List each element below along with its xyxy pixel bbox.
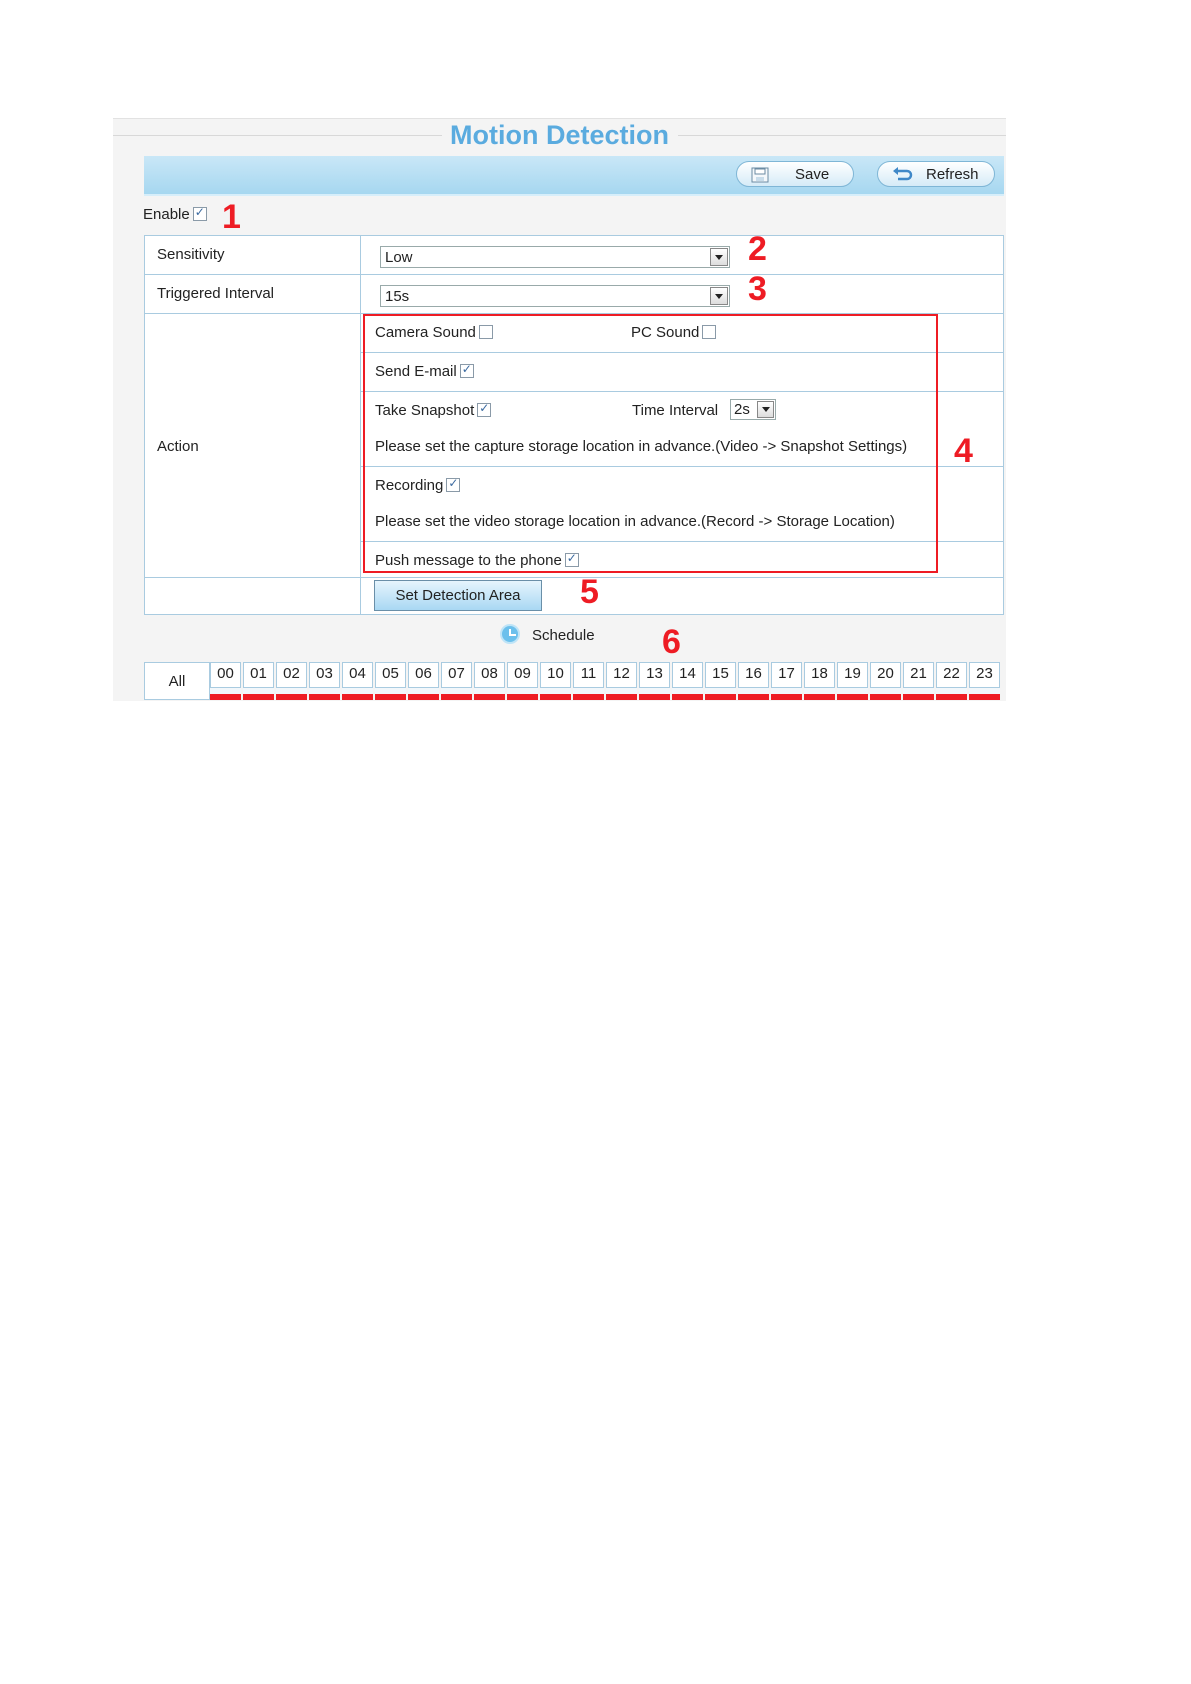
schedule-hours [144,662,1004,700]
schedule-hour-14[interactable]: 14 [672,662,703,688]
schedule-hour-bar[interactable] [441,688,472,700]
schedule-hour-16[interactable]: 16 [738,662,769,688]
schedule-hour-bar[interactable] [309,688,340,700]
sensitivity-value: Low [385,249,413,266]
schedule-hour-04[interactable]: 04 [342,662,373,688]
action-highlight-box [363,314,938,573]
chevron-down-icon[interactable] [710,248,728,266]
sensitivity-label: Sensitivity [157,246,225,263]
toolbar [144,156,1004,196]
annotation-6: 6 [662,623,681,661]
schedule-hour-18[interactable]: 18 [804,662,835,688]
schedule-hour-bar[interactable] [870,688,901,700]
schedule-hour-bar[interactable] [573,688,604,700]
set-detection-area-button[interactable]: Set Detection Area [374,580,542,611]
schedule-hour-bar[interactable] [969,688,1000,700]
send-email-label: Send E-mail [375,363,457,380]
schedule-hour-05[interactable]: 05 [375,662,406,688]
recording-note: Please set the video storage location in advance.(Record -> Storage Location) [375,513,895,530]
snapshot-note: Please set the capture storage location in advance.(Video -> Snapshot Settings) [375,438,908,455]
schedule-hour-06[interactable]: 06 [408,662,439,688]
annotation-4: 4 [954,432,973,470]
page-title: Motion Detection [113,120,1006,151]
clock-icon [500,624,520,644]
schedule-hour-07[interactable]: 07 [441,662,472,688]
column-divider [360,578,361,614]
schedule-hour-11[interactable]: 11 [573,662,604,688]
schedule-hour-bar[interactable] [507,688,538,700]
schedule-heading [500,624,595,644]
schedule-hour-15[interactable]: 15 [705,662,736,688]
schedule-hour-23[interactable]: 23 [969,662,1000,688]
schedule-hour-03[interactable]: 03 [309,662,340,688]
save-icon [751,167,769,187]
schedule-hour-bar[interactable] [705,688,736,700]
schedule-hour-13[interactable]: 13 [639,662,670,688]
schedule-hour-02[interactable]: 02 [276,662,307,688]
schedule-hour-bar[interactable] [837,688,868,700]
triggered-interval-value: 15s [385,288,410,305]
schedule-hour-bar[interactable] [408,688,439,700]
schedule-hour-08[interactable]: 08 [474,662,505,688]
schedule-hour-bar[interactable] [276,688,307,700]
enable-checkbox[interactable] [193,207,207,221]
column-divider [360,236,361,274]
schedule-hour-bar[interactable] [243,688,274,700]
annotation-1: 1 [222,198,241,236]
refresh-icon [892,167,914,187]
column-divider [360,275,361,313]
schedule-hour-09[interactable]: 09 [507,662,538,688]
triggered-interval-row [144,274,1004,314]
schedule-hour-20[interactable]: 20 [870,662,901,688]
save-label: Save [795,166,830,183]
time-interval-value: 2s [734,401,750,418]
schedule-hour-bar[interactable] [672,688,703,700]
schedule-hour-bar[interactable] [936,688,967,700]
action-label: Action [157,438,199,455]
triggered-interval-label: Triggered Interval [157,285,274,302]
enable-label: Enable [143,206,190,223]
schedule-label: Schedule [532,627,595,644]
schedule-hour-bar[interactable] [342,688,373,700]
schedule-hour-bar[interactable] [474,688,505,700]
take-snapshot-label: Take Snapshot [375,402,475,419]
triggered-interval-select[interactable] [380,285,730,307]
save-button[interactable] [736,161,854,187]
schedule-hour-bar[interactable] [771,688,802,700]
push-message-label: Push message to the phone [375,552,562,569]
time-interval-label: Time Interval [632,402,719,419]
refresh-label: Refresh [926,166,979,183]
schedule-hour-bar[interactable] [375,688,406,700]
column-divider [360,314,361,577]
schedule-hour-17[interactable]: 17 [771,662,802,688]
recording-label: Recording [375,477,444,494]
schedule-hour-bar[interactable] [606,688,637,700]
schedule-hour-bar[interactable] [738,688,769,700]
pc-sound-label: PC Sound [631,324,700,341]
schedule-hour-01[interactable]: 01 [243,662,274,688]
annotation-2: 2 [748,230,767,268]
camera-sound-label: Camera Sound [375,324,476,341]
schedule-hour-00[interactable]: 00 [210,662,241,688]
annotation-5: 5 [580,573,599,611]
schedule-hour-bar[interactable] [804,688,835,700]
schedule-hour-12[interactable]: 12 [606,662,637,688]
title-bar [113,118,1006,154]
sensitivity-row [144,235,1004,275]
schedule-hour-22[interactable]: 22 [936,662,967,688]
chevron-down-icon[interactable] [710,287,728,305]
schedule-all-button[interactable]: All [144,662,210,700]
annotation-3: 3 [748,270,767,308]
schedule-hour-bar[interactable] [903,688,934,700]
schedule-hour-bar[interactable] [540,688,571,700]
enable-row [143,206,207,223]
schedule-hour-bar[interactable] [639,688,670,700]
refresh-button[interactable] [877,161,995,187]
schedule-hour-10[interactable]: 10 [540,662,571,688]
sensitivity-select[interactable] [380,246,730,268]
detection-area-row [144,577,1004,615]
schedule-hour-19[interactable]: 19 [837,662,868,688]
schedule-hour-21[interactable]: 21 [903,662,934,688]
schedule-hour-bar[interactable] [210,688,241,700]
